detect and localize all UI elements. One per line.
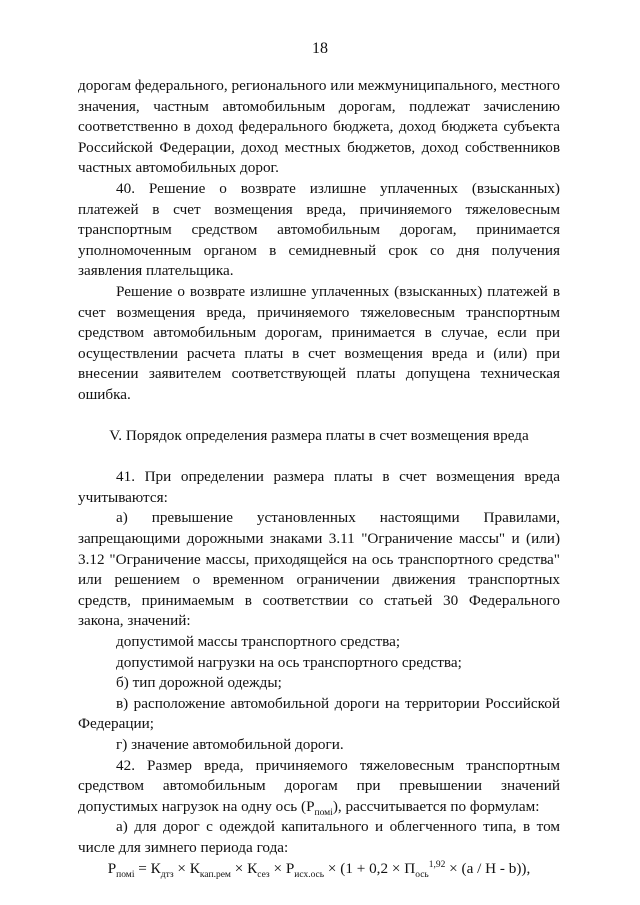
paragraph-42-subscript: помi	[314, 807, 333, 818]
formula-subscript: кап.рем	[199, 869, 231, 880]
formula-term: × (1 + 0,2 × П	[324, 859, 416, 877]
spacer	[78, 447, 560, 468]
formula-exponent: 1,92	[428, 859, 446, 870]
paragraph-41-a: а) превышение установленных настоящими Правилами, запрещающими дорожными знаками 3.11 "Ограничение массы" и (или) 3.12 "Ограничение массы, приходящейся на ось транспортного средства" или решением о временном ограничении движения транспортных средств, принимаемым в соответствии со статьей 30 Федерального закона, значений:	[78, 509, 560, 630]
spacer	[78, 406, 560, 427]
page-number: 18	[312, 40, 328, 57]
formula-subscript: дтз	[160, 869, 174, 880]
formula-term: × (a / H - b)),	[445, 859, 531, 877]
formula-term: = К	[134, 859, 161, 877]
paragraph-42	[78, 756, 560, 818]
formula-subscript: исх.ось	[294, 869, 325, 880]
paragraph-41-a-item-2: допустимой нагрузки на ось транспортного средства;	[116, 653, 462, 671]
formula-term: × К	[173, 859, 200, 877]
paragraph-42-text-end: ), рассчитывается по формулам:	[332, 797, 540, 815]
document-body	[78, 76, 560, 879]
formula-term: Р	[107, 859, 117, 877]
formula-term: × К	[230, 859, 258, 877]
paragraph-40-second: Решение о возврате излишне уплаченных (взысканных) платежей в счет возмещения вреда, причиняемого тяжеловесным транспортным средством автомобильным дорогам, принимается в случае, если при осуществлении расчета платы в счет возмещения вреда и (или) при внесении заявителем соответствующей платы допущена техническая ошибка.	[78, 282, 560, 403]
damage-formula	[78, 859, 560, 880]
paragraph-41-a-item-1: допустимой массы транспортного средства;	[116, 633, 401, 651]
paragraph-continuation: дорогам федерального, регионального или межмуниципального, местного значения, частным автомобильным дорогам, подлежат зачислению соответственно в доход федерального бюджета, доход бюджета субъекта Российской Федерации, доход местных бюджетов, доход собственников частных автомобильных дорог.	[78, 77, 560, 177]
paragraph-41-c: в) расположение автомобильной дороги на территории Российской Федерации;	[78, 694, 560, 733]
paragraph-42-a: а) для дорог с одеждой капитального и облегченного типа, в том числе для зимнего периода года:	[78, 818, 560, 856]
paragraph-41-b: б) тип дорожной одежды;	[116, 674, 282, 692]
formula-subscript: помi	[116, 869, 135, 880]
paragraph-41: 41. При определении размера платы в счет возмещения вреда учитываются:	[78, 468, 560, 506]
paragraph-40: 40. Решение о возврате излишне уплаченных (взысканных) платежей в счет возмещения вреда, причиняемого тяжеловесным транспортным средством автомобильным дорогам, принимается уполномоченным органом в семидневный срок со дня получения заявления плательщика.	[78, 179, 560, 280]
paragraph-42-text-start: 42. Размер вреда, причиняемого тяжеловесным транспортным средством автомобильным дорогам при превышении значений допустимых нагрузок на одну ось (Р	[78, 756, 560, 815]
section-heading-v: V. Порядок определения размера платы в счет возмещения вреда	[109, 427, 529, 445]
formula-term: × Р	[269, 859, 295, 877]
formula-subscript: сез	[257, 869, 270, 880]
paragraph-41-d: г) значение автомобильной дороги.	[116, 736, 344, 753]
formula-subscript: ось	[415, 869, 429, 880]
